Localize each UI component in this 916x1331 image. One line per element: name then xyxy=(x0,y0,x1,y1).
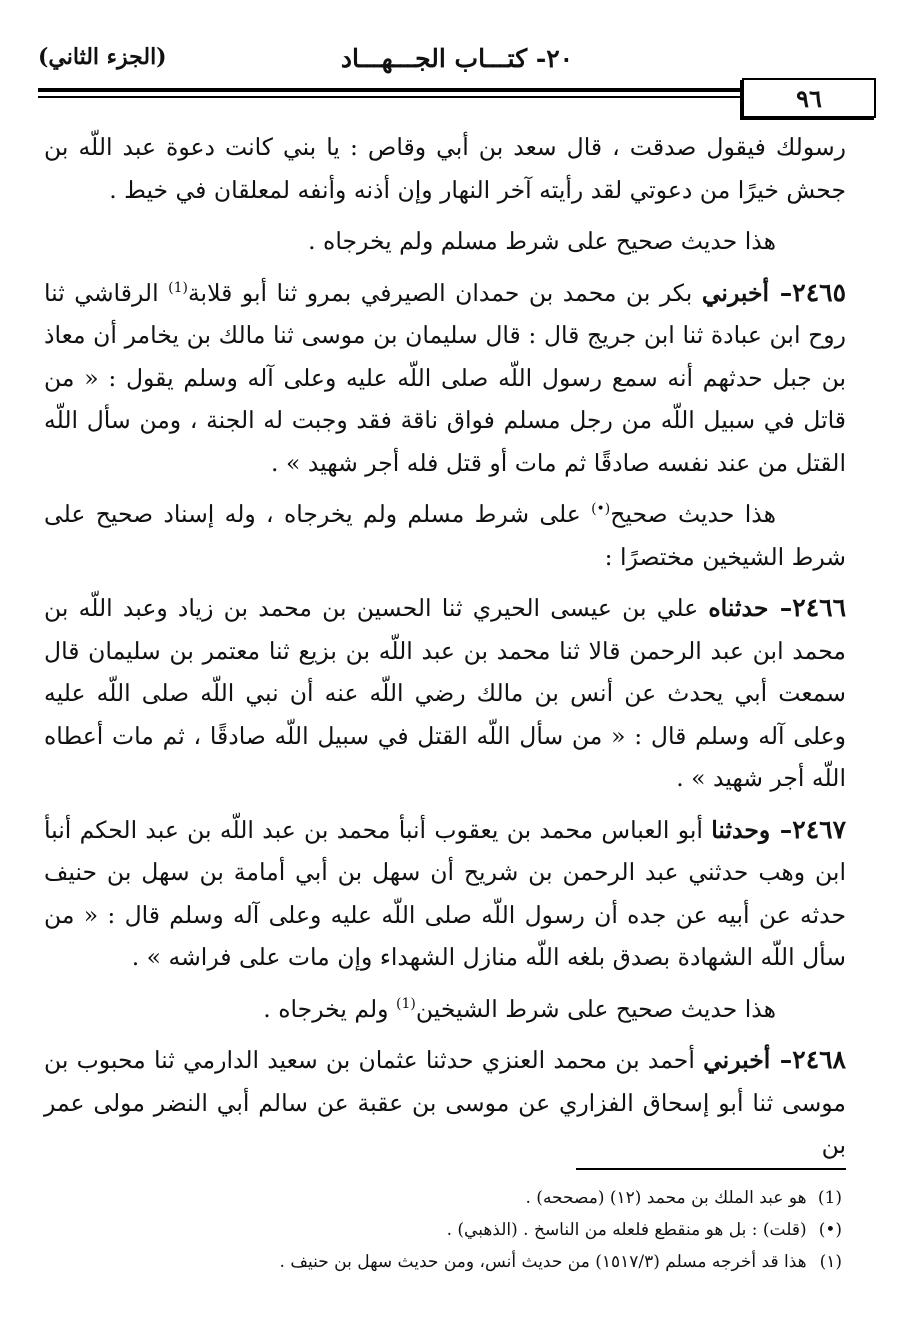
paragraph-text: على شرط مسلم ولم يخرجاه ، وله إسناد صحيح على شرط الشيخين مختصرًا : xyxy=(44,500,846,571)
footnote-ref: (1) xyxy=(168,279,188,296)
footnote-mark: (١) xyxy=(819,1252,842,1272)
paragraph-text: هذا حديث صحيح xyxy=(610,500,776,528)
footnote-text: هذا قد أخرجه مسلم (١٥١٧/٣) من حديث أنس، ومن حديث سهل بن حنيف . xyxy=(279,1252,807,1272)
footnote xyxy=(60,1182,842,1214)
footnote-text: (قلت) : بل هو منقطع فلعله من الناسخ . (الذهبي) . xyxy=(446,1220,807,1240)
footnote-text: هو عبد الملك بن محمد (١٢) (مصححه) . xyxy=(525,1188,807,1208)
volume-label: (الجزء الثاني) xyxy=(38,44,167,70)
transmission-label: أخبرني xyxy=(701,278,770,307)
paragraph-text: رسولك فيقول صدقت ، قال سعد بن أبي وقاص : يا بني كانت دعوة عبد اللّه بن جحش خيرًا من دعوتي لقد رأيته آخر النهار وإن أذنه وأنفه لمعلقان في خيط . xyxy=(44,133,846,204)
footnote-ref: (•) xyxy=(591,501,611,518)
chapter-title: ٢٠- كتـــاب الجـــهـــاد xyxy=(340,44,574,73)
paragraph-text: هذا حديث صحيح على شرط مسلم ولم يخرجاه . xyxy=(308,227,776,255)
paragraph-grading xyxy=(44,220,846,263)
hadith-2468: ٢٤٦٨– أخبرني أحمد بن محمد العنزي حدثنا عثمان بن سعيد الدارمي ثنا محبوب بن موسى ثنا أبو إسحاق الفزاري عن موسى بن عقبة عن سالم أبي النضر مولى عمر بن xyxy=(44,1045,846,1159)
transmission-label: أخبرني xyxy=(703,1046,771,1074)
page-number-text: ٩٦ xyxy=(796,83,822,113)
hadith-number: ٢٤٦٥ xyxy=(792,277,846,307)
hadith-text: علي بن عيسى الحيري ثنا الحسين بن محمد بن زياد وعبد اللّه بن محمد ابن عبد الرحمن قالا ثنا محمد بن عبد اللّه بن بزيع ثنا معتمر بن سليمان قال سمعت أبي يحدث عن أنس بن مالك رضي اللّه عنه أن نبي اللّه صلى اللّه عليه وعلى آله وسلم قال : « من سأل اللّه القتل في سبيل اللّه صادقًا ، ثم مات أعطاه اللّه أجر شهيد » . xyxy=(44,594,846,792)
hadith-text: أحمد بن محمد العنزي حدثنا عثمان بن سعيد الدارمي ثنا محبوب بن موسى ثنا أبو إسحاق الفزاري عن موسى بن عقبة عن سالم أبي النضر مولى عمر بن xyxy=(44,1046,846,1159)
hadith-text: بكر بن محمد بن حمدان الصيرفي بمرو ثنا أبو قلابة xyxy=(187,278,702,307)
hadith-number: ٢٤٦٦ xyxy=(792,593,846,622)
paragraph-grading xyxy=(44,988,846,1031)
footnote-ref: (1) xyxy=(395,995,416,1012)
footnote-mark: (•) xyxy=(818,1220,842,1240)
paragraph-grading xyxy=(44,493,846,578)
main-text xyxy=(44,126,846,1176)
transmission-label: وحدثنا xyxy=(711,815,771,844)
hadith-text: أبو العباس محمد بن يعقوب أنبأ محمد بن عبد اللّه بن عبد الحكم أنبأ ابن وهب حدثني عبد الرحمن بن شريح أن سهل بن أبي أمامة بن سهل بن حنيف حدثه عن أبيه عن جده أن رسول اللّه صلى اللّه عليه وعلى آله وسلم قال : « من سأل اللّه الشهادة بصدق بلغه اللّه منازل الشهداء وإن مات على فراشه » . xyxy=(44,815,846,971)
footnotes xyxy=(60,1182,842,1278)
hadith-2467: ٢٤٦٧– وحدثنا أبو العباس محمد بن يعقوب أنبأ محمد بن عبد اللّه بن عبد الحكم أنبأ ابن وهب حدثني عبد الرحمن بن شريح أن سهل بن أبي أمامة بن سهل بن حنيف حدثه عن أبيه عن جده أن رسول اللّه صلى اللّه عليه وعلى آله وسلم قال : « من سأل اللّه الشهادة بصدق بلغه اللّه منازل الشهداء وإن مات على فراشه » . xyxy=(44,814,846,971)
page-number xyxy=(742,78,876,118)
running-head xyxy=(38,36,876,116)
paragraph-continuation xyxy=(44,126,846,211)
paragraph-text: هذا حديث صحيح على شرط الشيخين xyxy=(415,994,776,1023)
header-rule-thin xyxy=(38,96,740,98)
transmission-label: حدثناه xyxy=(708,594,769,622)
hadith-number: ٢٤٦٨ xyxy=(792,1045,846,1074)
footnote-separator xyxy=(576,1168,846,1170)
footnote-mark: (1) xyxy=(817,1188,842,1208)
header-rule-thick xyxy=(38,88,740,92)
footnote xyxy=(60,1246,842,1278)
hadith-2466: ٢٤٦٦– حدثناه علي بن عيسى الحيري ثنا الحسين بن محمد بن زياد وعبد اللّه بن محمد ابن عبد الرحمن قالا ثنا محمد بن عبد اللّه بن بزيع ثنا معتمر بن سليمان قال سمعت أبي يحدث عن أنس بن مالك رضي اللّه عنه أن نبي اللّه صلى اللّه عليه وعلى آله وسلم قال : « من سأل اللّه القتل في سبيل اللّه صادقًا ، ثم مات أعطاه اللّه أجر شهيد » . xyxy=(44,593,846,792)
hadith-number: ٢٤٦٧ xyxy=(792,814,846,844)
hadith-2465: ٢٤٦٥– أخبرني بكر بن محمد بن حمدان الصيرفي بمرو ثنا أبو قلابة$^{(1)}$ الرقاشي ثنا روح ابن عبادة ثنا ابن جريج قال : قال سليمان بن موسى ثنا مالك بن يخامر أن معاذ بن جبل حدثهم أنه سمع رسول اللّه صلى اللّه عليه وعلى آله وسلم يقول : « من قاتل في سبيل اللّه من رجل مسلم فواق ناقة فقد وجبت له الجنة ، ومن سأل اللّه القتل من عند نفسه صادقًا ثم مات أو قتل فله أجر شهيد » . xyxy=(44,277,846,477)
hadith-text: الرقاشي ثنا روح ابن عبادة ثنا ابن جريج قال : قال سليمان بن موسى ثنا مالك بن يخامر أن معاذ بن جبل حدثهم أنه سمع رسول اللّه صلى اللّه عليه وعلى آله وسلم يقول : « من قاتل في سبيل اللّه من رجل مسلم فواق ناقة فقد وجبت له الجنة ، ومن سأل اللّه القتل من عند نفسه صادقًا ثم مات أو قتل فله أجر شهيد » . xyxy=(44,278,846,477)
paragraph-text: ولم يخرجاه . xyxy=(263,994,396,1023)
footnote xyxy=(60,1214,842,1246)
